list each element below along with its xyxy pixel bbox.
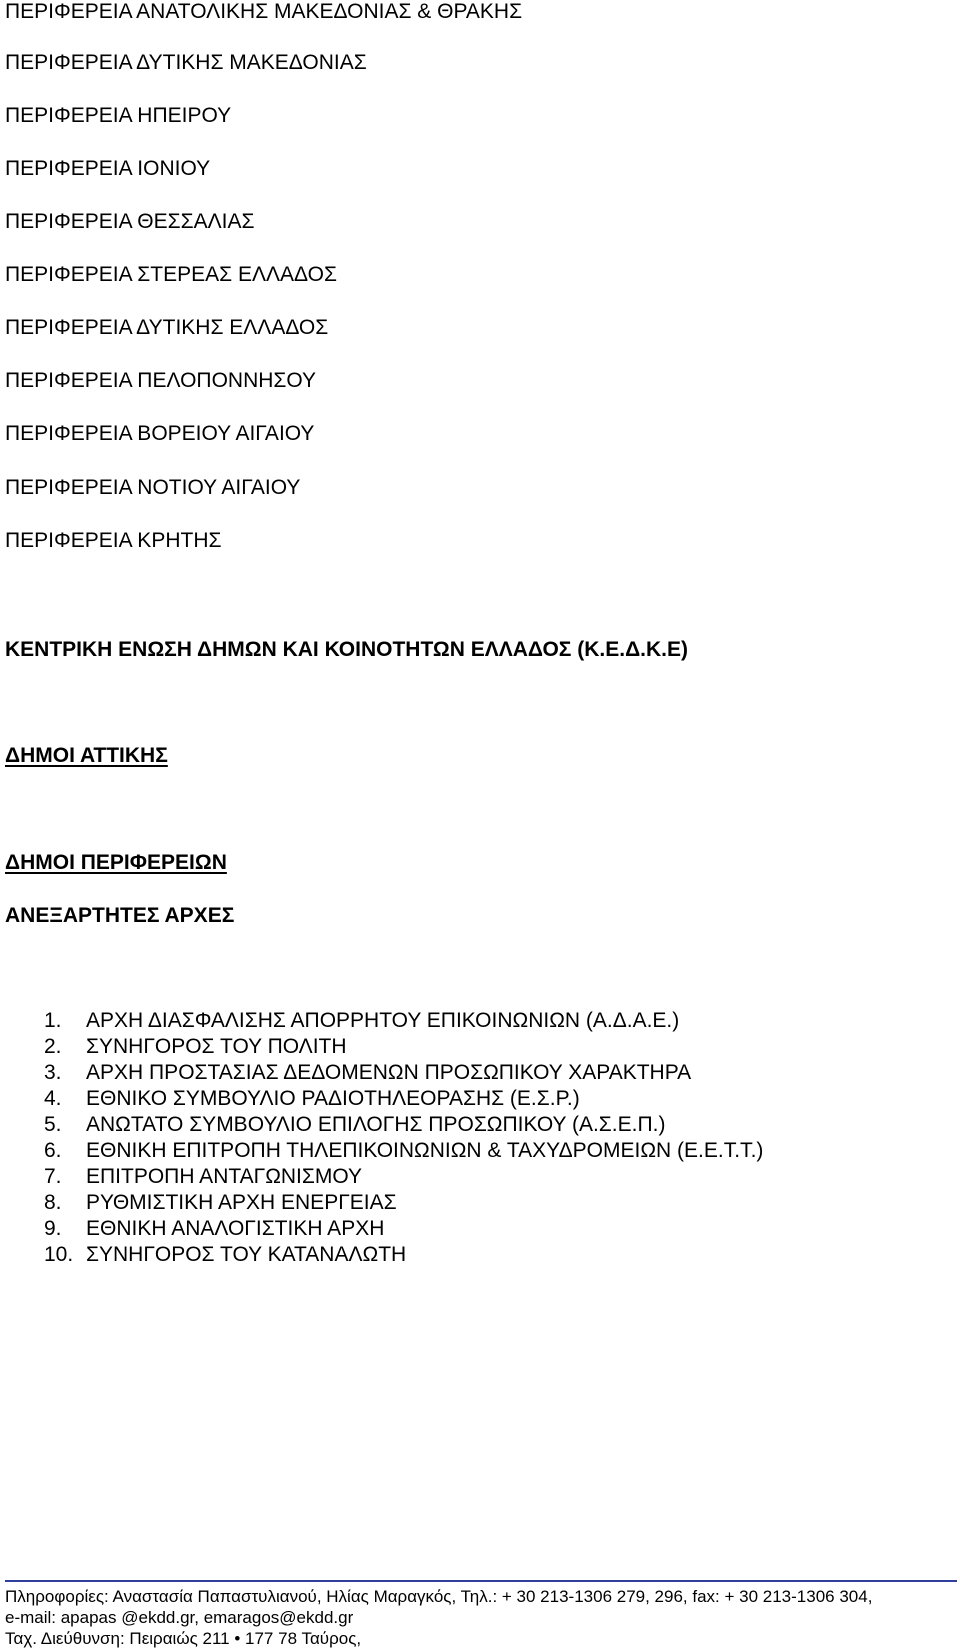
list-item — [44, 1164, 763, 1190]
list-item-text: ΑΡΧΗ ΠΡΟΣΤΑΣΙΑΣ ΔΕΔΟΜΕΝΩΝ ΠΡΟΣΩΠΙΚΟΥ ΧΑΡΑΚΤΗΡΑ — [86, 1061, 692, 1084]
list-item — [44, 1034, 763, 1060]
region-item: ΠΕΡΙΦΕΡΕΙΑ ΚΡΗΤΗΣ — [5, 529, 222, 552]
footer-contact-info: Πληροφορίες: Αναστασία Παπαστυλιανού, Ηλίας Μαραγκός, Τηλ.: + 30 213-1306 279, 296, fax: + 30 213-1306 304, — [5, 1587, 873, 1606]
list-item-number: 3. — [44, 1061, 62, 1084]
region-item: ΠΕΡΙΦΕΡΕΙΑ ΠΕΛΟΠΟΝΝΗΣΟΥ — [5, 369, 317, 392]
list-item-text: ΕΠΙΤΡΟΠΗ ΑΝΤΑΓΩΝΙΣΜΟΥ — [86, 1165, 363, 1188]
list-item-number: 10. — [44, 1243, 74, 1266]
region-item: ΠΕΡΙΦΕΡΕΙΑ ΑΝΑΤΟΛΙΚΗΣ ΜΑΚΕΔΟΝΙΑΣ & ΘΡΑΚΗΣ — [5, 0, 523, 23]
footer-address: Ταχ. Διεύθυνση: Πειραιώς 211 • 177 78 Ταύρος, — [5, 1629, 362, 1648]
list-item-number: 2. — [44, 1035, 62, 1058]
list-item — [44, 1190, 763, 1216]
region-item: ΠΕΡΙΦΕΡΕΙΑ ΙΟΝΙΟΥ — [5, 157, 211, 180]
list-item-number: 5. — [44, 1113, 62, 1136]
region-item: ΠΕΡΙΦΕΡΕΙΑ ΔΥΤΙΚΗΣ ΕΛΛΑΔΟΣ — [5, 316, 329, 339]
list-item-number: 4. — [44, 1087, 62, 1110]
list-item — [44, 1112, 763, 1138]
list-item — [44, 1242, 763, 1268]
list-item — [44, 1216, 763, 1242]
region-item: ΠΕΡΙΦΕΡΕΙΑ ΒΟΡΕΙΟΥ ΑΙΓΑΙΟΥ — [5, 422, 315, 445]
list-item-number: 9. — [44, 1217, 62, 1240]
attica-municipalities-heading: ΔΗΜΟΙ ΑΤΤΙΚΗΣ — [5, 744, 168, 767]
list-item — [44, 1086, 763, 1112]
region-item: ΠΕΡΙΦΕΡΕΙΑ ΘΕΣΣΑΛΙΑΣ — [5, 210, 255, 233]
list-item-text: ΕΘΝΙΚΟ ΣΥΜΒΟΥΛΙΟ ΡΑΔΙΟΤΗΛΕΟΡΑΣΗΣ (Ε.Σ.Ρ.) — [86, 1087, 580, 1110]
list-item-text: ΣΥΝΗΓΟΡΟΣ ΤΟΥ ΠΟΛΙΤΗ — [86, 1035, 347, 1058]
list-item-text: ΡΥΘΜΙΣΤΙΚΗ ΑΡΧΗ ΕΝΕΡΓΕΙΑΣ — [86, 1191, 397, 1214]
regional-municipalities-heading: ΔΗΜΟΙ ΠΕΡΙΦΕΡΕΙΩΝ — [5, 851, 227, 874]
authorities-list — [44, 1008, 763, 1268]
region-item: ΠΕΡΙΦΕΡΕΙΑ ΣΤΕΡΕΑΣ ΕΛΛΑΔΟΣ — [5, 263, 337, 286]
footer-divider — [5, 1580, 957, 1582]
list-item-number: 8. — [44, 1191, 62, 1214]
kedke-heading: ΚΕΝΤΡΙΚΗ ΕΝΩΣΗ ΔΗΜΩΝ ΚΑΙ ΚΟΙΝΟΤΗΤΩΝ ΕΛΛΑΔΟΣ (Κ.Ε.Δ.Κ.Ε) — [5, 638, 688, 661]
list-item-text: ΕΘΝΙΚΗ ΑΝΑΛΟΓΙΣΤΙΚΗ ΑΡΧΗ — [86, 1217, 385, 1240]
list-item-text: ΑΝΩΤΑΤΟ ΣΥΜΒΟΥΛΙΟ ΕΠΙΛΟΓΗΣ ΠΡΟΣΩΠΙΚΟΥ (Α.Σ.Ε.Π.) — [86, 1113, 666, 1136]
region-item: ΠΕΡΙΦΕΡΕΙΑ ΝΟΤΙΟΥ ΑΙΓΑΙΟΥ — [5, 476, 301, 499]
list-item-number: 1. — [44, 1009, 62, 1032]
list-item-number: 7. — [44, 1165, 62, 1188]
list-item-number: 6. — [44, 1139, 62, 1162]
independent-authorities-heading: ΑΝΕΞΑΡΤΗΤΕΣ ΑΡΧΕΣ — [5, 904, 235, 927]
footer-email: e-mail: apapas @ekdd.gr, emaragos@ekdd.gr — [5, 1608, 354, 1627]
list-item — [44, 1060, 763, 1086]
region-item: ΠΕΡΙΦΕΡΕΙΑ ΗΠΕΙΡΟΥ — [5, 104, 232, 127]
list-item-text: ΣΥΝΗΓΟΡΟΣ ΤΟΥ ΚΑΤΑΝΑΛΩΤΗ — [86, 1243, 407, 1266]
list-item-text: ΕΘΝΙΚΗ ΕΠΙΤΡΟΠΗ ΤΗΛΕΠΙΚΟΙΝΩΝΙΩΝ & ΤΑΧΥΔΡΟΜΕΙΩΝ (Ε.Ε.Τ.Τ.) — [86, 1139, 764, 1162]
region-item: ΠΕΡΙΦΕΡΕΙΑ ΔΥΤΙΚΗΣ ΜΑΚΕΔΟΝΙΑΣ — [5, 51, 367, 74]
list-item-text: ΑΡΧΗ ΔΙΑΣΦΑΛΙΣΗΣ ΑΠΟΡΡΗΤΟΥ ΕΠΙΚΟΙΝΩΝΙΩΝ (Α.Δ.Α.Ε.) — [86, 1009, 680, 1032]
list-item — [44, 1138, 763, 1164]
list-item — [44, 1008, 763, 1034]
